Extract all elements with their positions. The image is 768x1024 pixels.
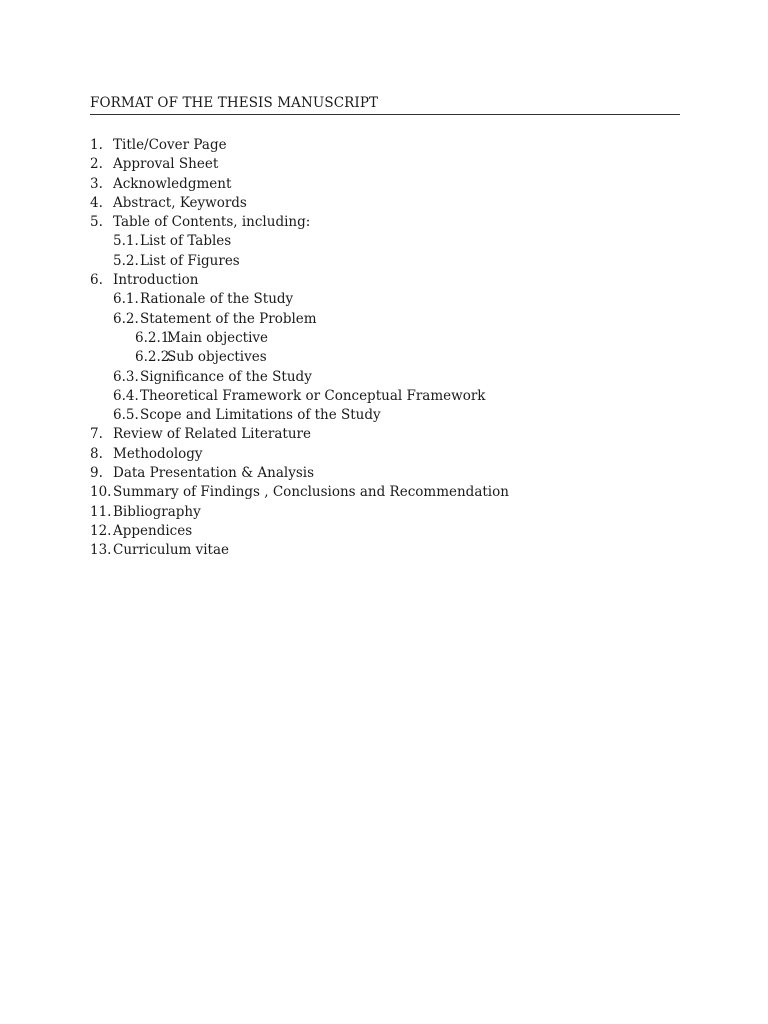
outline-item-text: Methodology [113,445,203,462]
outline-item-text: Statement of the Problem [140,310,317,327]
outline-item-text: Abstract, Keywords [113,194,247,211]
outline-item-text: List of Tables [140,233,232,250]
outline-item-text: Scope and Limitations of the Study [140,407,381,424]
outline-list [90,136,680,561]
outline-item-text: Main objective [167,329,269,346]
outline-item-number: 13. [90,542,112,559]
outline-item-level-2 [90,368,680,387]
outline-item-level-2 [90,232,680,251]
outline-item-level-2 [90,290,680,309]
outline-item-number: 10. [90,484,112,501]
outline-item-number: 6.3. [113,368,139,385]
outline-item-level-3 [90,329,680,348]
outline-item-number: 6.2.2. [135,349,174,366]
outline-item-text: Bibliography [113,503,201,520]
outline-item-text: Approval Sheet [113,156,219,173]
outline-item-number: 5.1. [113,233,139,250]
outline-item-number: 11. [90,503,112,520]
outline-item-level-3 [90,348,680,367]
outline-item-number: 2. [90,156,103,173]
outline-item-level-1 [90,175,680,194]
outline-item-text: Significance of the Study [140,368,312,385]
outline-item-level-2 [90,406,680,425]
outline-item-text: Table of Contents, including: [113,214,311,231]
outline-item-text: Theoretical Framework or Conceptual Framework [140,387,486,404]
outline-item-number: 9. [90,465,103,482]
outline-item-text: Title/Cover Page [113,137,227,153]
outline-item-number: 8. [90,445,103,462]
outline-item-level-2 [90,310,680,329]
outline-item-level-1 [90,445,680,464]
outline-item-level-1 [90,213,680,232]
outline-item-number: 1. [90,137,103,153]
outline-item-number: 6.1. [113,291,139,308]
outline-item-level-1 [90,425,680,444]
outline-item-level-1 [90,155,680,174]
outline-item-level-1 [90,483,680,502]
outline-item-text: Introduction [113,272,199,289]
document-page [90,94,680,561]
outline-item-number: 6.2.1. [135,329,174,346]
outline-item-text: Sub objectives [167,349,267,366]
outline-item-number: 4. [90,194,103,211]
outline-item-level-1 [90,271,680,290]
outline-item-text: Curriculum vitae [113,542,230,559]
outline-item-level-1 [90,503,680,522]
outline-item-text: Review of Related Literature [113,426,311,443]
outline-item-level-1 [90,136,680,155]
outline-item-number: 6.5. [113,407,139,424]
outline-item-text: Appendices [113,522,193,539]
outline-item-level-2 [90,387,680,406]
outline-item-number: 12. [90,522,112,539]
outline-item-text: Rationale of the Study [140,291,294,308]
outline-item-number: 6.4. [113,387,139,404]
document-title: FORMAT OF THE THESIS MANUSCRIPT [90,94,680,115]
outline-item-text: Acknowledgment [113,175,232,192]
outline-item-number: 7. [90,426,103,443]
outline-item-text: Data Presentation & Analysis [113,465,315,482]
outline-item-number: 6.2. [113,310,139,327]
outline-item-level-1 [90,464,680,483]
outline-item-text: List of Figures [140,252,240,269]
outline-item-text: Summary of Findings , Conclusions and Recommendation [113,484,509,501]
outline-item-number: 6. [90,272,103,289]
outline-item-level-1 [90,541,680,560]
outline-item-level-1 [90,522,680,541]
outline-item-level-2 [90,252,680,271]
outline-item-number: 5.2. [113,252,139,269]
outline-item-level-1 [90,194,680,213]
outline-item-number: 5. [90,214,103,231]
outline-item-number: 3. [90,175,103,192]
